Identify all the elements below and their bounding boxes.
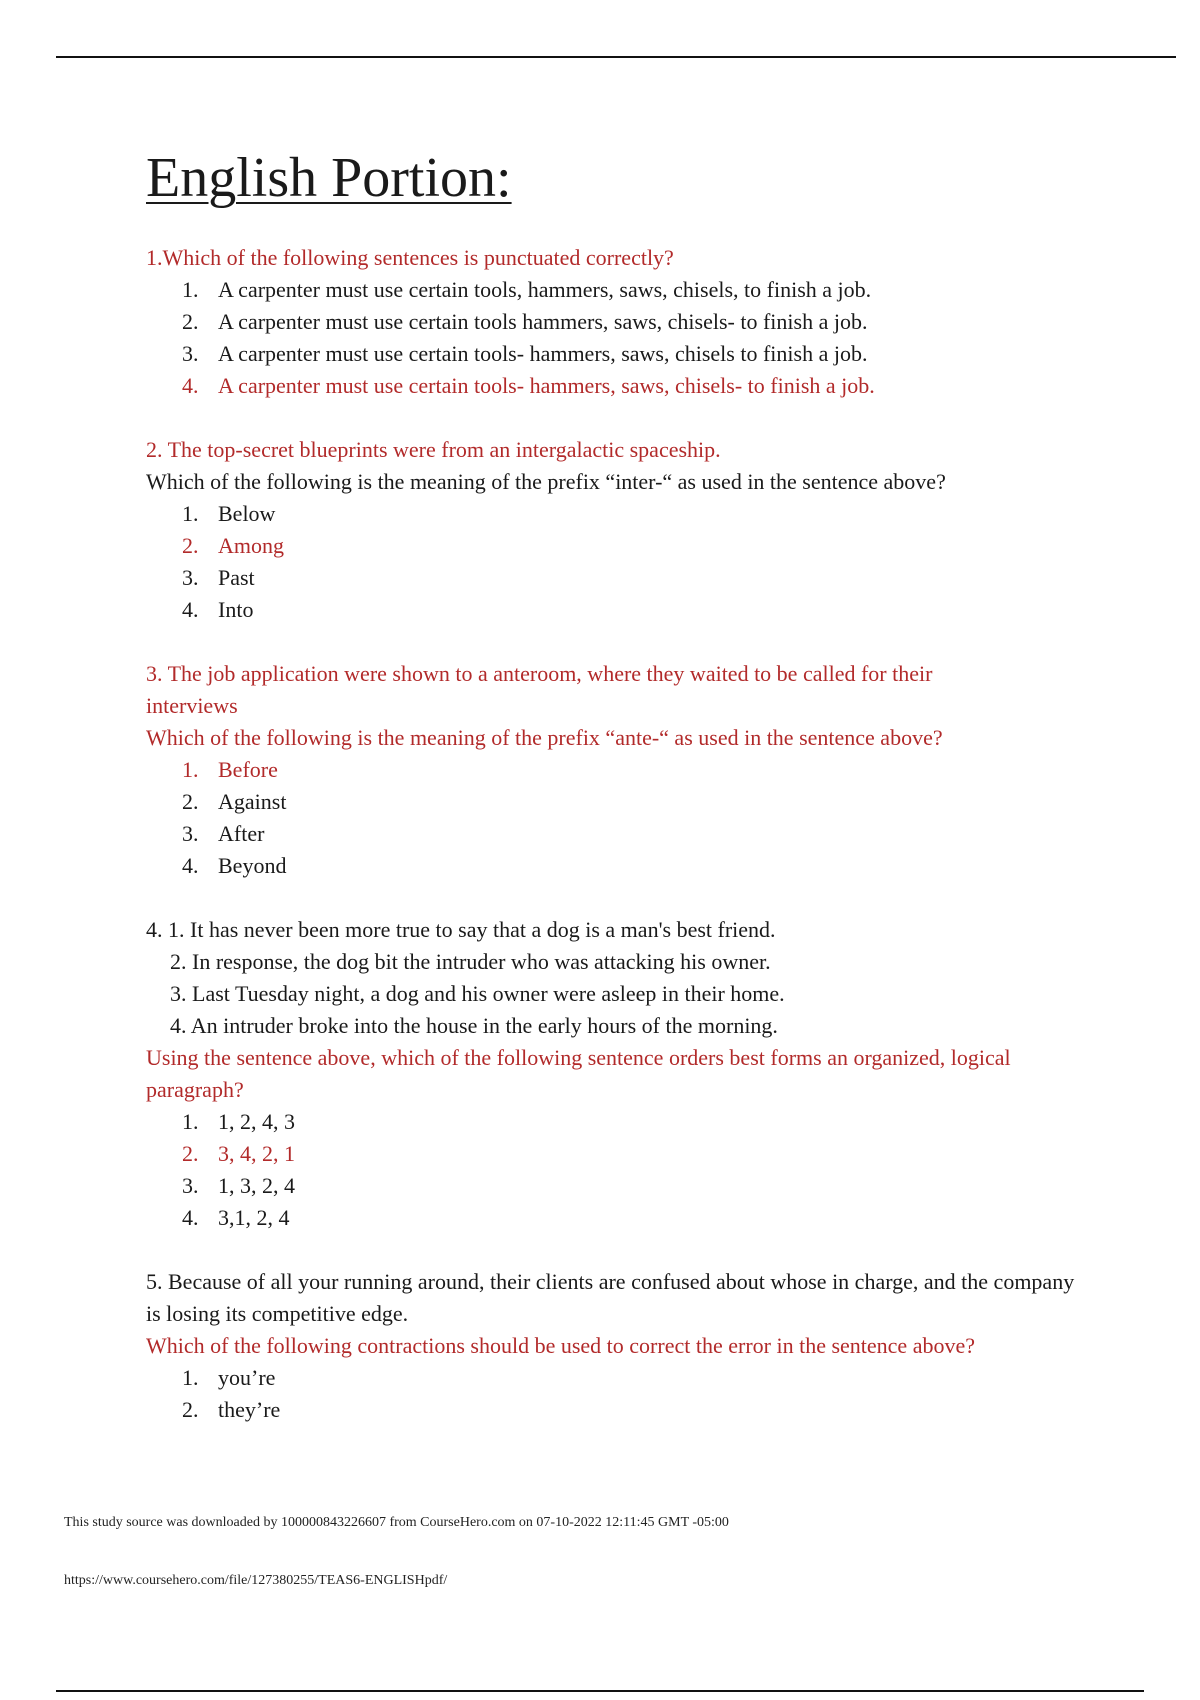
option-item-correct <box>146 1138 1106 1170</box>
option-number: 2. <box>182 309 199 334</box>
option-number: 3. <box>182 341 199 366</box>
question-subprompt: Using the sentence above, which of the following sentence orders best forms an organized, logical paragraph? <box>146 1045 1011 1102</box>
option-number: 2. <box>182 789 199 814</box>
question-subprompt: Which of the following is the meaning of the prefix “inter-“ as used in the sentence above? <box>146 469 946 494</box>
option-item <box>146 1202 1106 1234</box>
option-text: Beyond <box>218 853 287 878</box>
question-3 <box>146 658 1106 882</box>
download-notice: This study source was downloaded by 100000843226607 from CourseHero.com on 07-10-2022 12:11:45 GMT -05:00 <box>64 1515 729 1530</box>
option-number: 3. <box>182 1173 199 1198</box>
option-number: 2. <box>182 1141 199 1166</box>
option-number: 4. <box>182 597 199 622</box>
option-item <box>146 594 1106 626</box>
top-rule <box>56 56 1176 58</box>
option-text: 1, 2, 4, 3 <box>218 1109 295 1134</box>
question-5 <box>146 1266 1106 1426</box>
option-item <box>146 338 1106 370</box>
option-item <box>146 818 1106 850</box>
option-text: Before <box>218 757 278 782</box>
option-item <box>146 498 1106 530</box>
question-subprompt: Which of the following is the meaning of the prefix “ante-“ as used in the sentence above? <box>146 725 943 750</box>
options-list <box>146 754 1106 882</box>
bottom-rule <box>56 1690 1144 1692</box>
option-item-correct <box>146 530 1106 562</box>
question-1 <box>146 242 1106 402</box>
option-item <box>146 562 1106 594</box>
options-list <box>146 1106 1106 1234</box>
option-item <box>146 1362 1106 1394</box>
option-item-correct <box>146 754 1106 786</box>
document-body <box>146 142 1106 1458</box>
sentence-line: 4. An intruder broke into the house in the early hours of the morning. <box>170 1013 778 1038</box>
option-item <box>146 1106 1106 1138</box>
option-number: 1. <box>182 501 199 526</box>
option-text: A carpenter must use certain tools- hammers, saws, chisels to finish a job. <box>218 341 868 366</box>
option-text: 1, 3, 2, 4 <box>218 1173 295 1198</box>
option-item <box>146 1170 1106 1202</box>
option-number: 2. <box>182 533 199 558</box>
sentence-line: 4. 1. It has never been more true to say that a dog is a man's best friend. <box>146 917 776 942</box>
option-number: 4. <box>182 853 199 878</box>
option-text: Among <box>218 533 284 558</box>
option-text: After <box>218 821 265 846</box>
question-prompt: 2. The top-secret blueprints were from an intergalactic spaceship. <box>146 437 721 462</box>
option-number: 1. <box>182 757 199 782</box>
option-text: 3, 4, 2, 1 <box>218 1141 295 1166</box>
sentence-line: 2. In response, the dog bit the intruder who was attacking his owner. <box>170 949 771 974</box>
option-text: Against <box>218 789 287 814</box>
option-number: 1. <box>182 1365 199 1390</box>
option-number: 1. <box>182 1109 199 1134</box>
source-url[interactable]: https://www.coursehero.com/file/127380255/TEAS6-ENGLISHpdf/ <box>64 1573 448 1588</box>
option-item <box>146 850 1106 882</box>
option-text: Below <box>218 501 276 526</box>
option-number: 3. <box>182 821 199 846</box>
option-number: 4. <box>182 373 199 398</box>
option-item <box>146 786 1106 818</box>
option-number: 3. <box>182 565 199 590</box>
option-text: you’re <box>218 1365 276 1390</box>
option-item <box>146 1394 1106 1426</box>
question-prompt: 5. Because of all your running around, their clients are confused about whose in charge, and the company is losing its competitive edge. <box>146 1269 1075 1326</box>
option-number: 2. <box>182 1397 199 1422</box>
question-subprompt: Which of the following contractions should be used to correct the error in the sentence above? <box>146 1333 975 1358</box>
options-list <box>146 274 1106 402</box>
option-text: Into <box>218 597 254 622</box>
question-prompt: 1.Which of the following sentences is punctuated correctly? <box>146 245 674 270</box>
option-text: A carpenter must use certain tools, hammers, saws, chisels, to finish a job. <box>218 277 872 302</box>
option-number: 4. <box>182 1205 199 1230</box>
option-text: Past <box>218 565 255 590</box>
page-title: English Portion: <box>146 147 512 209</box>
sentence-line: 3. Last Tuesday night, a dog and his owner were asleep in their home. <box>170 981 785 1006</box>
question-prompt: 3. The job application were shown to a anteroom, where they waited to be called for their interviews <box>146 661 933 718</box>
option-item <box>146 306 1106 338</box>
option-item-correct <box>146 370 1106 402</box>
option-item <box>146 274 1106 306</box>
option-text: they’re <box>218 1397 281 1422</box>
option-text: 3,1, 2, 4 <box>218 1205 290 1230</box>
options-list <box>146 498 1106 626</box>
option-text: A carpenter must use certain tools hammers, saws, chisels- to finish a job. <box>218 309 868 334</box>
question-2 <box>146 434 1106 626</box>
options-list <box>146 1362 1106 1426</box>
option-text: A carpenter must use certain tools- hammers, saws, chisels- to finish a job. <box>218 373 875 398</box>
question-4 <box>146 914 1106 1234</box>
option-number: 1. <box>182 277 199 302</box>
